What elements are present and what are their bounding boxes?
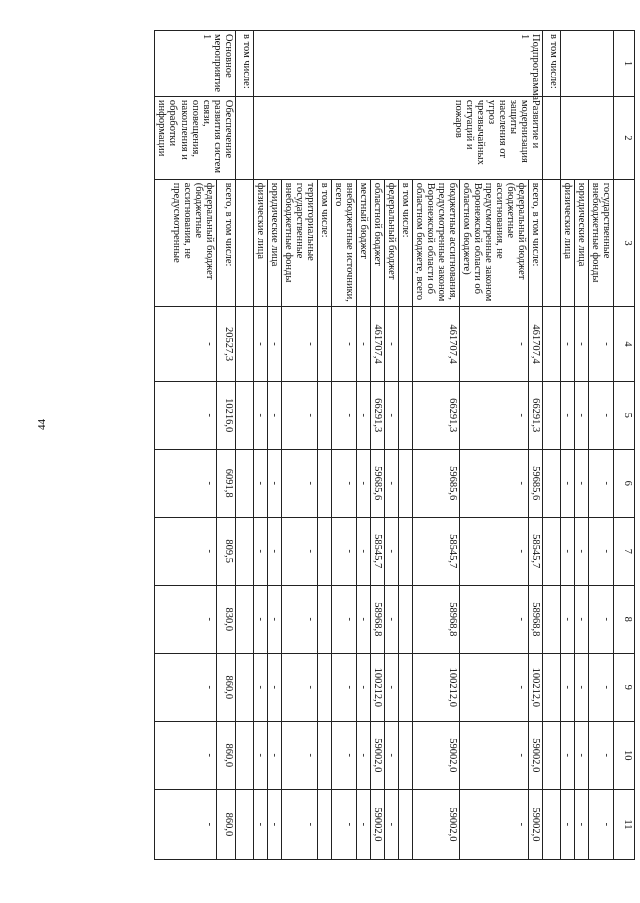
empty-cell [235,517,253,585]
cell-col2 [560,96,613,179]
source-label: внебюджетные источники, всего [331,179,356,307]
value-cell: - [155,517,217,585]
value-cell: - [384,721,398,789]
table-row [528,31,542,860]
value-cell: - [588,585,613,653]
value-cell: - [560,381,574,449]
value-cell: - [574,653,588,721]
value-cell: - [588,789,613,859]
value-cell: 59685,6 [412,449,459,517]
value-cell: - [267,307,281,381]
empty-cell [542,449,560,517]
empty-cell [235,381,253,449]
value-cell: - [356,381,370,449]
value-cell: 59685,6 [528,449,542,517]
source-label: федеральный бюджет (бюджетные ассигнования, не предусмотренные [155,179,217,307]
value-cell: - [574,789,588,859]
value-cell: 59002,0 [528,721,542,789]
value-cell: - [560,307,574,381]
value-cell: - [384,307,398,381]
value-cell: - [459,517,528,585]
cell-col1 [560,31,613,97]
value-cell: - [155,721,217,789]
value-cell: - [267,585,281,653]
value-cell: - [267,789,281,859]
value-cell: - [331,517,356,585]
value-cell: 58545,7 [528,517,542,585]
value-cell: 860,0 [217,721,235,789]
value-cell: - [588,381,613,449]
value-cell: - [459,721,528,789]
value-cell: 59002,0 [412,789,459,859]
value-cell: - [560,721,574,789]
source-label: областной бюджет [370,179,384,307]
value-cell: - [560,653,574,721]
value-cell: - [155,585,217,653]
column-header: 11 [614,789,635,859]
value-cell: - [356,307,370,381]
value-cell: - [281,307,317,381]
column-header: 8 [614,585,635,653]
value-cell: - [253,307,267,381]
empty-cell [235,449,253,517]
source-label: в том числе: [317,179,331,307]
value-cell: - [253,449,267,517]
value-cell: 58545,7 [370,517,384,585]
value-cell: - [253,381,267,449]
value-cell: - [253,653,267,721]
value-cell [398,653,412,721]
value-cell: 59002,0 [412,721,459,789]
source-label: юридические лица [267,179,281,307]
column-header: 9 [614,653,635,721]
source-label: федеральный бюджет [384,179,398,307]
value-cell: 66291,3 [412,381,459,449]
value-cell: 59002,0 [528,789,542,859]
value-cell: - [331,653,356,721]
value-cell: - [331,381,356,449]
value-cell: 59002,0 [370,789,384,859]
value-cell: 58968,8 [370,585,384,653]
value-cell: - [356,517,370,585]
value-cell: - [331,449,356,517]
source-label: государственные внебюджетные фонды [588,179,613,307]
value-cell: - [588,449,613,517]
value-cell: 461707,4 [528,307,542,381]
value-cell: - [155,653,217,721]
source-label: всего, в том числе: [528,179,542,307]
value-cell: 58968,8 [528,585,542,653]
value-cell: - [331,721,356,789]
budget-table-wrapper [90,30,635,860]
separator-label: в том числе: [235,31,253,97]
value-cell: - [267,381,281,449]
value-cell: - [384,449,398,517]
value-cell [398,721,412,789]
column-header: 7 [614,517,635,585]
value-cell: 461707,4 [370,307,384,381]
value-cell: - [588,517,613,585]
value-cell: 860,0 [217,789,235,859]
program-name: Основное мероприятие 1 [155,31,235,97]
value-cell [317,307,331,381]
value-cell: - [281,449,317,517]
value-cell: - [281,653,317,721]
value-cell: 6091,8 [217,449,235,517]
value-cell: 58545,7 [412,517,459,585]
value-cell: - [459,381,528,449]
program-title: Развитие и модернизация защиты населения от угроз чрезвычайных ситуаций и пожаров [253,96,542,179]
value-cell [398,449,412,517]
value-cell: - [574,585,588,653]
empty-cell [542,179,560,307]
empty-cell [235,789,253,859]
value-cell [398,585,412,653]
value-cell [317,653,331,721]
value-cell: - [281,381,317,449]
value-cell: - [331,585,356,653]
value-cell [398,789,412,859]
value-cell [317,517,331,585]
empty-cell [542,653,560,721]
value-cell: - [560,585,574,653]
value-cell: - [588,307,613,381]
value-cell: - [155,381,217,449]
value-cell [317,449,331,517]
value-cell: - [459,307,528,381]
value-cell: 100212,0 [528,653,542,721]
separator-row [235,31,253,860]
empty-cell [235,585,253,653]
value-cell: - [267,517,281,585]
value-cell: - [384,653,398,721]
value-cell: - [331,307,356,381]
value-cell: - [331,789,356,859]
value-cell: - [588,653,613,721]
value-cell: - [459,653,528,721]
separator-row [542,31,560,860]
budget-table [154,30,635,860]
empty-cell [542,96,560,179]
value-cell: 809,5 [217,517,235,585]
value-cell: - [574,517,588,585]
source-label: федеральный бюджет (бюджетные ассигнования, не предусмотренные законом Воронежской области об областном бюджете) [459,179,528,307]
column-header: 6 [614,449,635,517]
value-cell: - [588,721,613,789]
value-cell: - [356,585,370,653]
value-cell: - [253,721,267,789]
value-cell: - [574,721,588,789]
program-name: Подпрограмма 1 [253,31,542,97]
source-label: в том числе: [398,179,412,307]
value-cell: 66291,3 [370,381,384,449]
value-cell: - [560,517,574,585]
value-cell: - [574,307,588,381]
value-cell: 59002,0 [370,721,384,789]
value-cell: - [155,789,217,859]
value-cell [317,381,331,449]
column-header: 3 [614,179,635,307]
value-cell: 59685,6 [370,449,384,517]
program-title: Обеспечение развития систем связи, оповещения, накопления и обработки информации [155,96,235,179]
empty-cell [542,517,560,585]
source-label: физические лица [253,179,267,307]
empty-cell [542,721,560,789]
value-cell: - [384,381,398,449]
source-label: бюджетные ассигнования, предусмотренные законом Воронежской области об областном бюджете, всего [412,179,459,307]
empty-cell [235,721,253,789]
value-cell: - [281,789,317,859]
empty-cell [542,789,560,859]
value-cell [317,585,331,653]
value-cell [398,517,412,585]
value-cell [398,307,412,381]
value-cell [317,721,331,789]
value-cell [317,789,331,859]
empty-cell [235,653,253,721]
value-cell: - [459,789,528,859]
empty-cell [542,307,560,381]
value-cell: - [267,449,281,517]
value-cell: - [459,449,528,517]
column-header: 1 [614,31,635,97]
empty-cell [235,179,253,307]
page-number: 44 [36,419,48,430]
value-cell: - [560,789,574,859]
value-cell: - [384,517,398,585]
value-cell: - [574,449,588,517]
value-cell: - [384,789,398,859]
empty-cell [542,585,560,653]
value-cell: - [356,653,370,721]
column-header: 2 [614,96,635,179]
value-cell: - [281,585,317,653]
header-row [614,31,635,860]
value-cell: - [267,653,281,721]
source-label: местный бюджет [356,179,370,307]
value-cell: 10216,0 [217,381,235,449]
column-header: 4 [614,307,635,381]
source-label: территориальные государственные внебюджетные фонды [281,179,317,307]
empty-cell [235,307,253,381]
value-cell: - [574,381,588,449]
value-cell: - [356,721,370,789]
value-cell: - [356,789,370,859]
value-cell: 860,0 [217,653,235,721]
source-label: физические лица [560,179,574,307]
value-cell: - [281,517,317,585]
value-cell [398,381,412,449]
value-cell: 66291,3 [528,381,542,449]
value-cell: - [253,789,267,859]
value-cell: - [459,585,528,653]
value-cell: 58968,8 [412,585,459,653]
table-row [217,31,235,860]
table-body [155,31,614,860]
value-cell: - [384,585,398,653]
value-cell: - [560,449,574,517]
table-row [588,31,613,860]
value-cell: - [253,517,267,585]
value-cell: 461707,4 [412,307,459,381]
empty-cell [235,96,253,179]
source-label: юридические лица [574,179,588,307]
value-cell: - [155,449,217,517]
value-cell: - [267,721,281,789]
separator-label: в том числе: [542,31,560,97]
source-label: всего, в том числе: [217,179,235,307]
value-cell: - [356,449,370,517]
value-cell: - [281,721,317,789]
column-header: 5 [614,381,635,449]
value-cell: 830,0 [217,585,235,653]
value-cell: 20527,3 [217,307,235,381]
empty-cell [542,381,560,449]
value-cell: - [155,307,217,381]
value-cell: 100212,0 [412,653,459,721]
column-header: 10 [614,721,635,789]
value-cell: 100212,0 [370,653,384,721]
value-cell: - [253,585,267,653]
